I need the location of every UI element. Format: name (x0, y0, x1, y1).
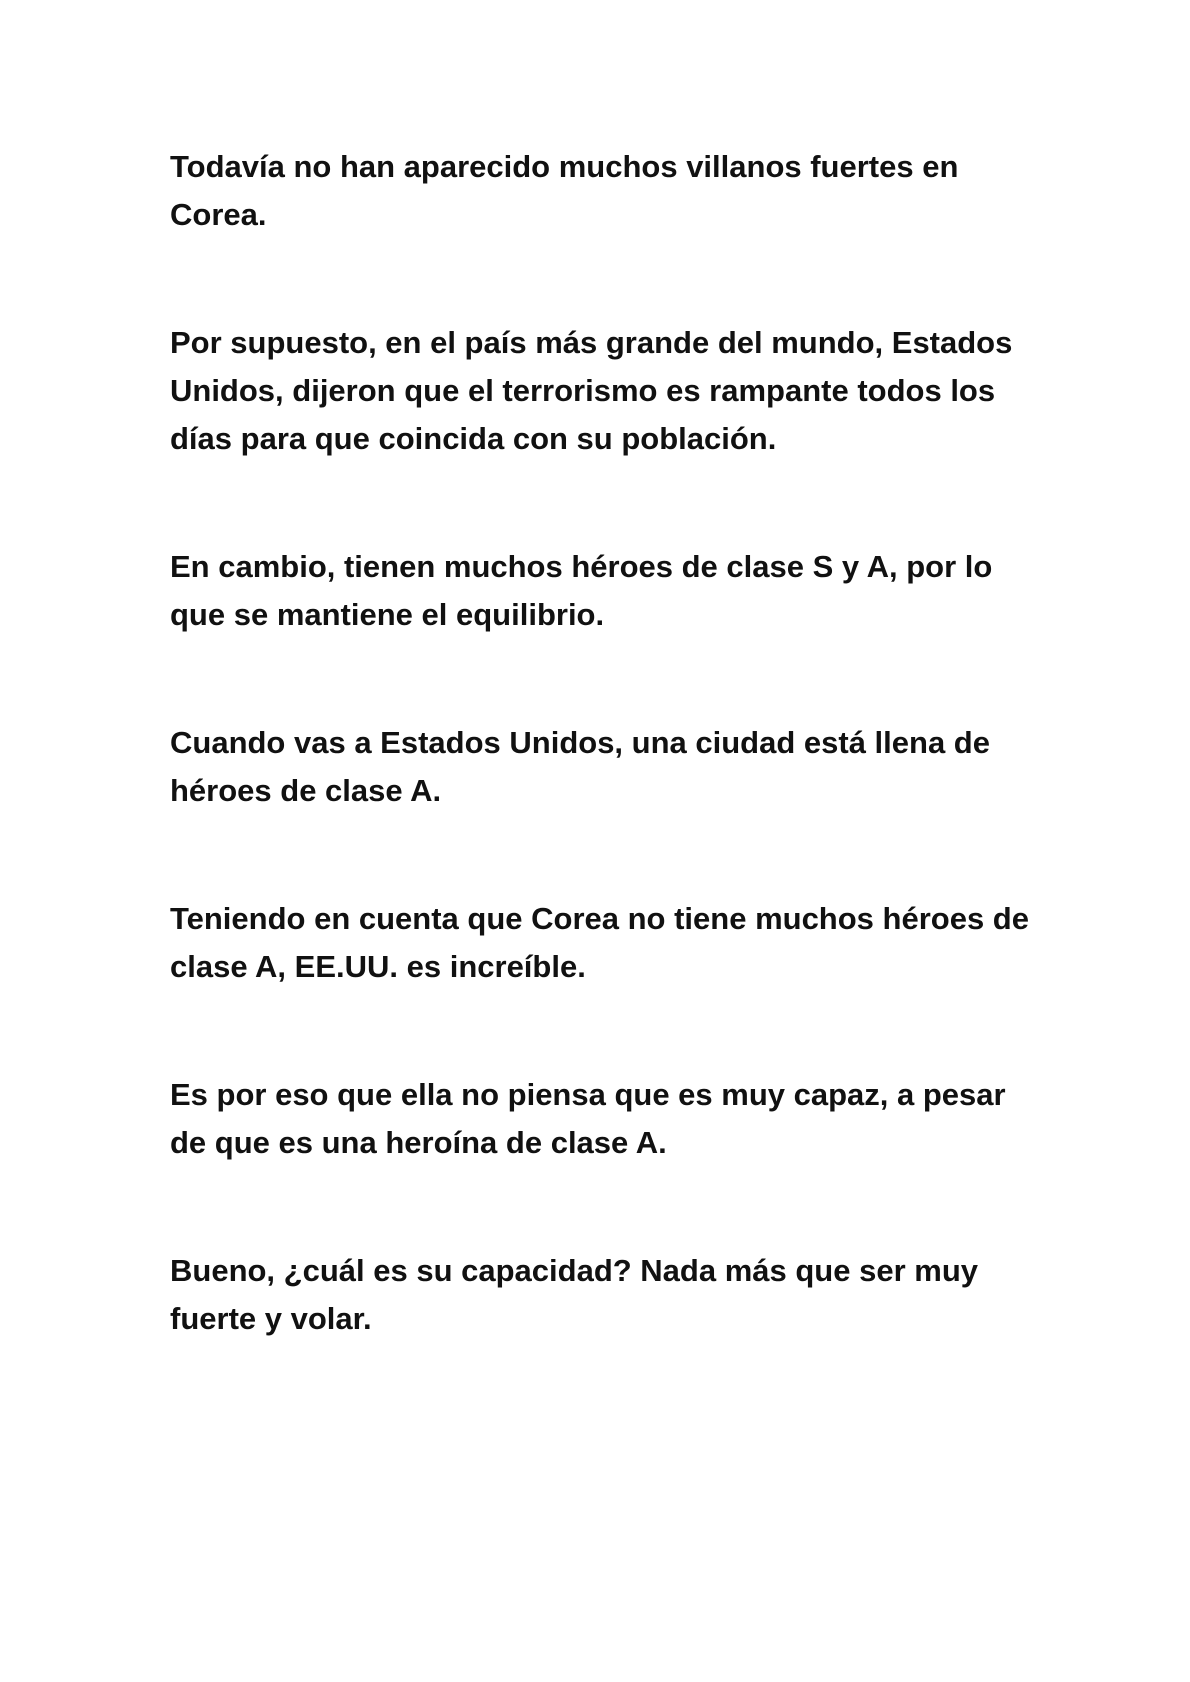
document-body (170, 143, 1030, 1423)
paragraph-7: Bueno, ¿cuál es su capacidad? Nada más que ser muy fuerte y volar. (170, 1253, 978, 1336)
paragraph-3: En cambio, tienen muchos héroes de clase S y A, por lo que se mantiene el equilibrio. (170, 549, 993, 632)
paragraph-5: Teniendo en cuenta que Corea no tiene muchos héroes de clase A, EE.UU. es increíble. (170, 901, 1029, 984)
paragraph-2: Por supuesto, en el país más grande del mundo, Estados Unidos, dijeron que el terrorismo es rampante todos los días para que coincida con su población. (170, 325, 1013, 456)
paragraph-4: Cuando vas a Estados Unidos, una ciudad está llena de héroes de clase A. (170, 725, 990, 808)
paragraph-6: Es por eso que ella no piensa que es muy capaz, a pesar de que es una heroína de clase A. (170, 1077, 1006, 1160)
paragraph-1: Todavía no han aparecido muchos villanos fuertes en Corea. (170, 149, 959, 232)
